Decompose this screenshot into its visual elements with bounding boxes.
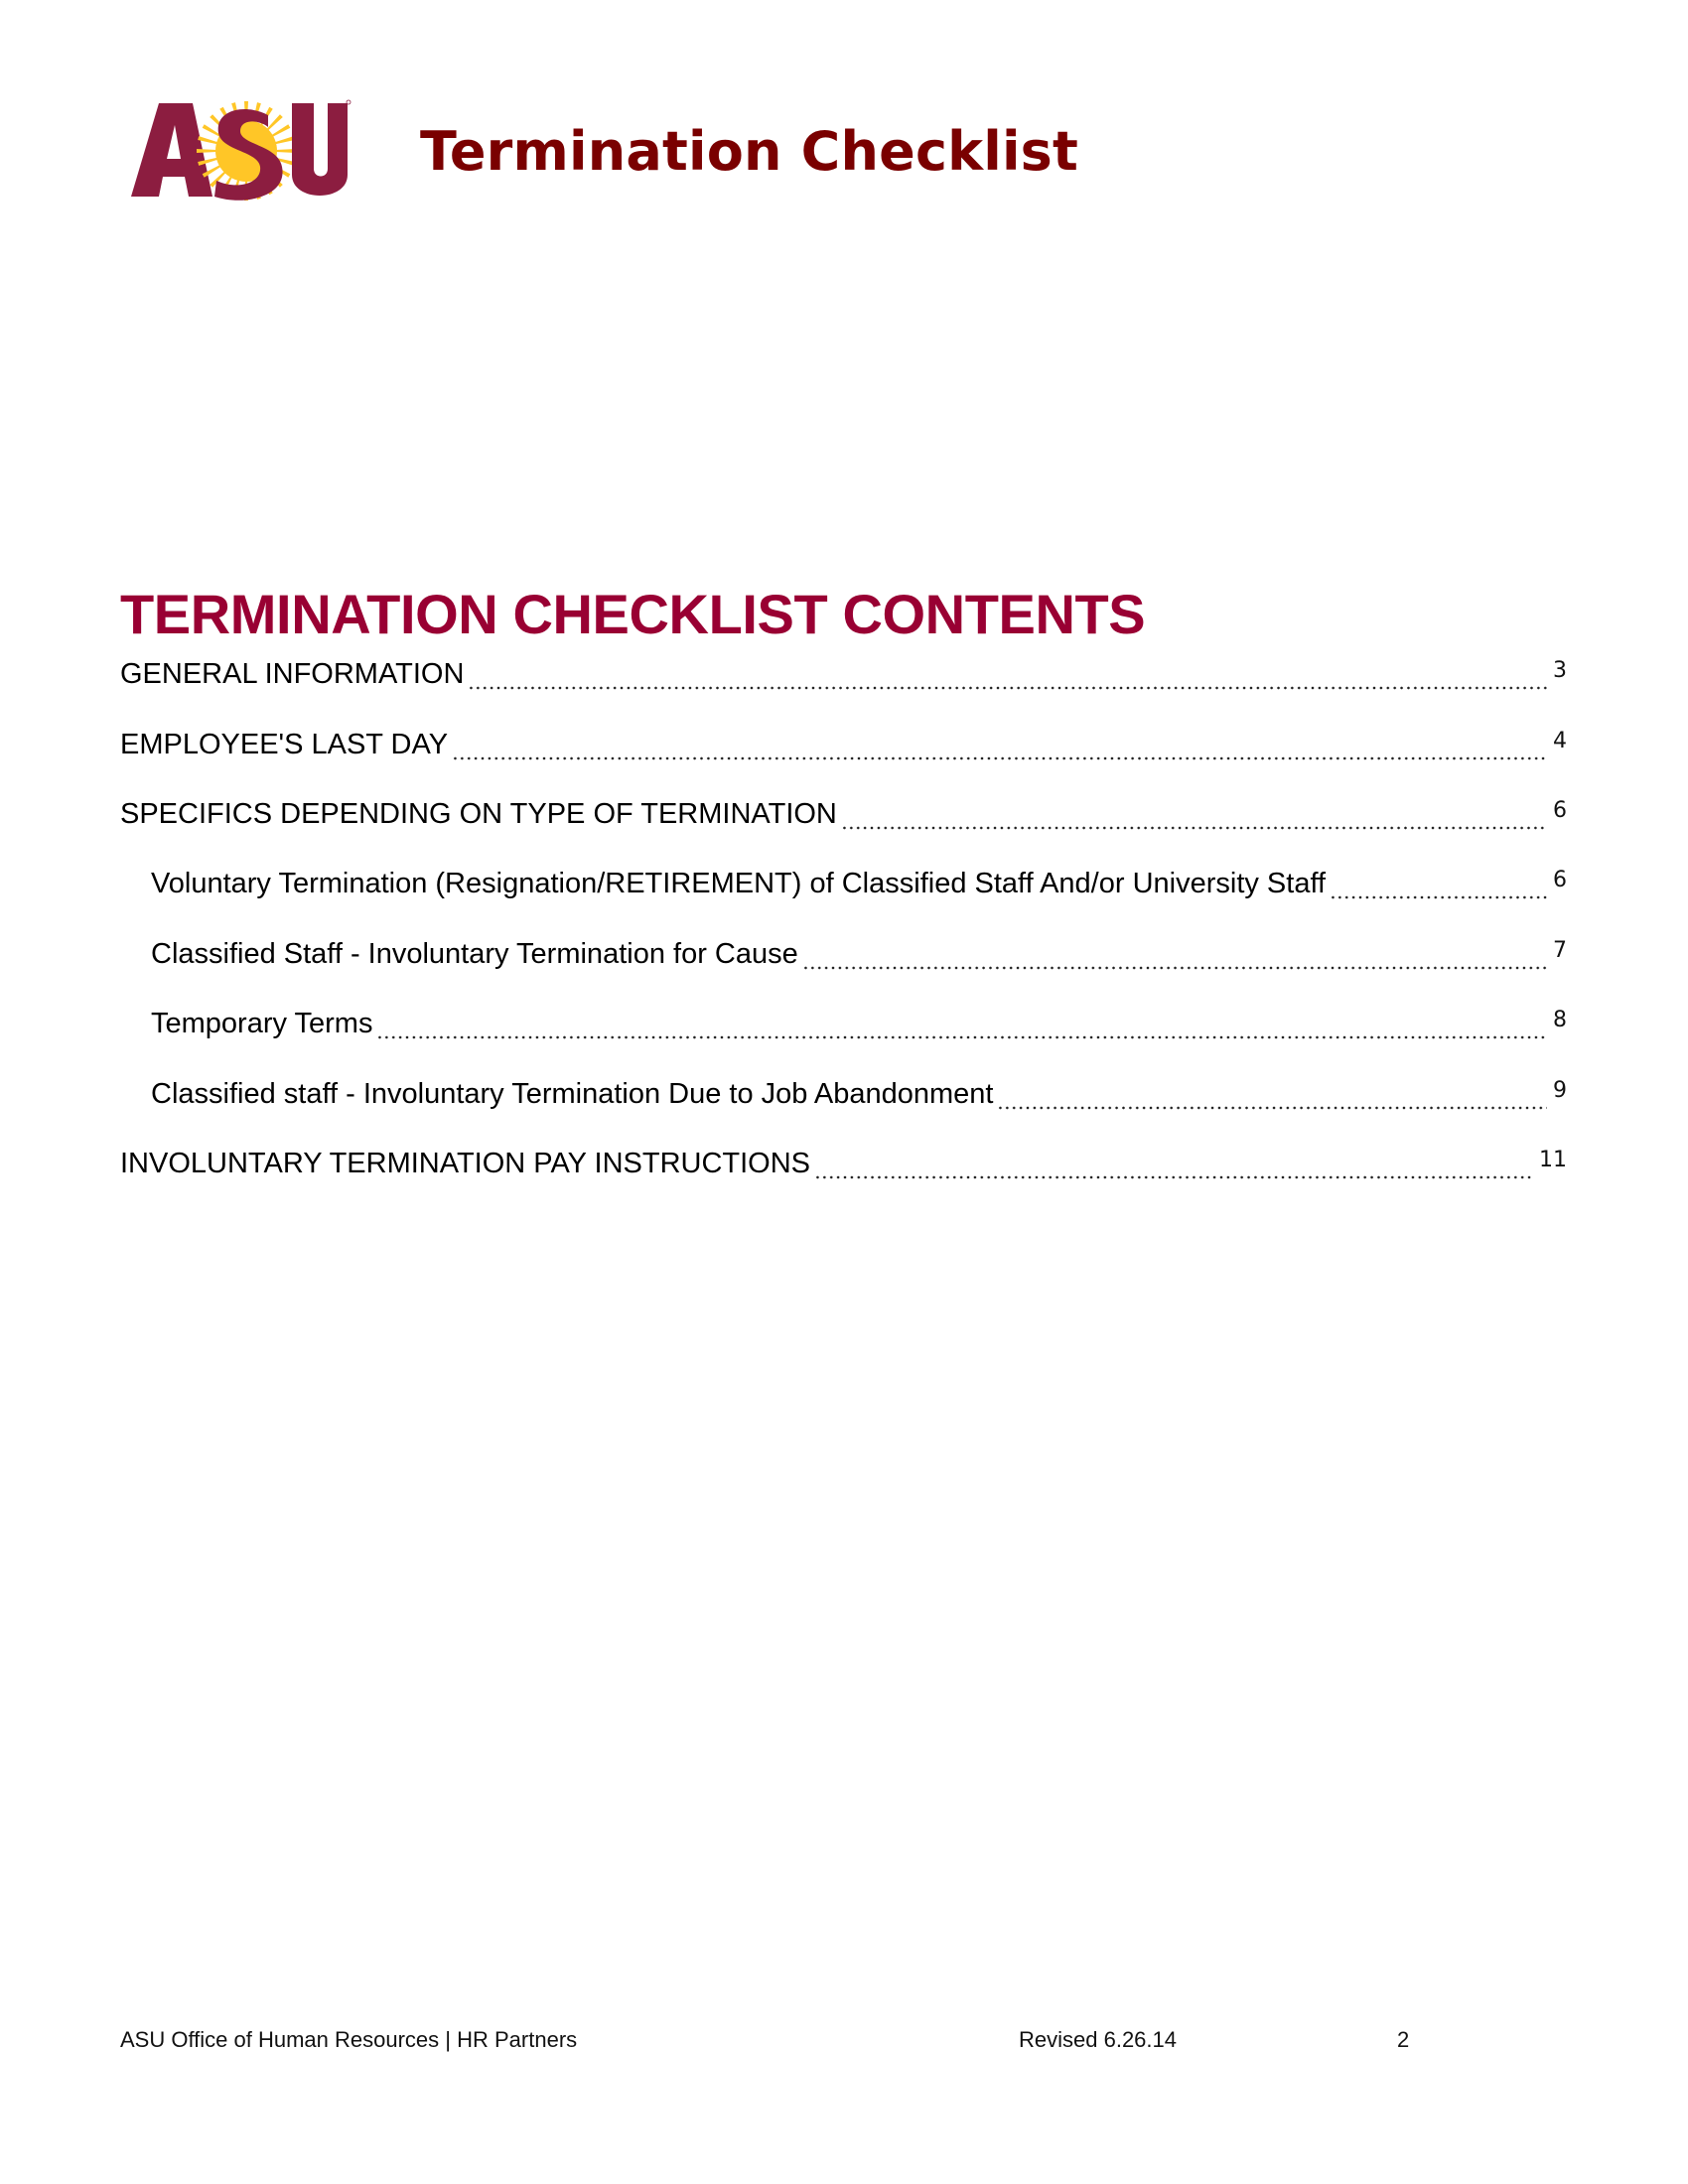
toc-entry-label[interactable]: EMPLOYEE'S LAST DAY [120,729,449,760]
dot-leader [376,1004,1547,1043]
toc-entry-employees-last-day[interactable] [120,725,1567,764]
dot-leader [468,654,1547,694]
footer-revision-date: Revised 6.26.14 [1019,2027,1177,2052]
dot-leader [1330,864,1547,903]
dot-leader [997,1074,1547,1114]
toc-entry-page[interactable]: 6 [1553,868,1567,892]
document-title: Termination Checklist [420,120,1079,183]
toc-entry-voluntary-termination[interactable] [151,864,1567,903]
footer-organization: ASU Office of Human Resources | HR Partners [120,2027,578,2052]
toc-entry-page[interactable]: 8 [1553,1008,1567,1032]
toc-entry-job-abandonment[interactable] [151,1074,1567,1114]
toc-entry-label[interactable]: INVOLUNTARY TERMINATION PAY INSTRUCTIONS [120,1148,811,1179]
toc-entry-label[interactable]: Classified Staff - Involuntary Termination for Cause [151,938,798,970]
asu-sunburst-icon [129,99,352,201]
toc-entry-temporary-terms[interactable] [151,1004,1567,1043]
toc-entry-general-information[interactable] [120,654,1567,694]
toc-entry-label[interactable]: Temporary Terms [151,1008,373,1039]
asu-logo [129,99,352,201]
toc-entry-page[interactable]: 4 [1553,729,1567,753]
footer-page-number: 2 [1397,2027,1410,2052]
toc-entry-label[interactable]: Classified staff - Involuntary Termination Due to Job Abandonment [151,1078,994,1110]
toc-heading: TERMINATION CHECKLIST CONTENTS [120,583,1146,645]
toc-entry-page[interactable]: 3 [1553,658,1567,683]
toc-entry-page[interactable]: 11 [1539,1148,1567,1172]
toc-entry-specifics-by-termination-type[interactable] [120,794,1567,834]
toc-entry-page[interactable]: 9 [1553,1078,1567,1103]
page-footer [0,2025,1688,2055]
toc-entry-page[interactable]: 6 [1553,798,1567,823]
toc-entry-page[interactable]: 7 [1553,938,1567,963]
toc-entry-label[interactable]: Voluntary Termination (Resignation/RETIREMENT) of Classified Staff And/or University Staff [151,868,1327,899]
dot-leader [841,794,1547,834]
dot-leader [452,725,1547,764]
toc-entry-label[interactable]: SPECIFICS DEPENDING ON TYPE OF TERMINATION [120,798,837,830]
toc-entry-involuntary-termination-for-cause[interactable] [151,934,1567,974]
dot-leader [814,1144,1533,1183]
toc-entry-involuntary-pay-instructions[interactable] [120,1144,1567,1183]
dot-leader [802,934,1547,974]
toc-entry-label[interactable]: GENERAL INFORMATION [120,658,465,690]
